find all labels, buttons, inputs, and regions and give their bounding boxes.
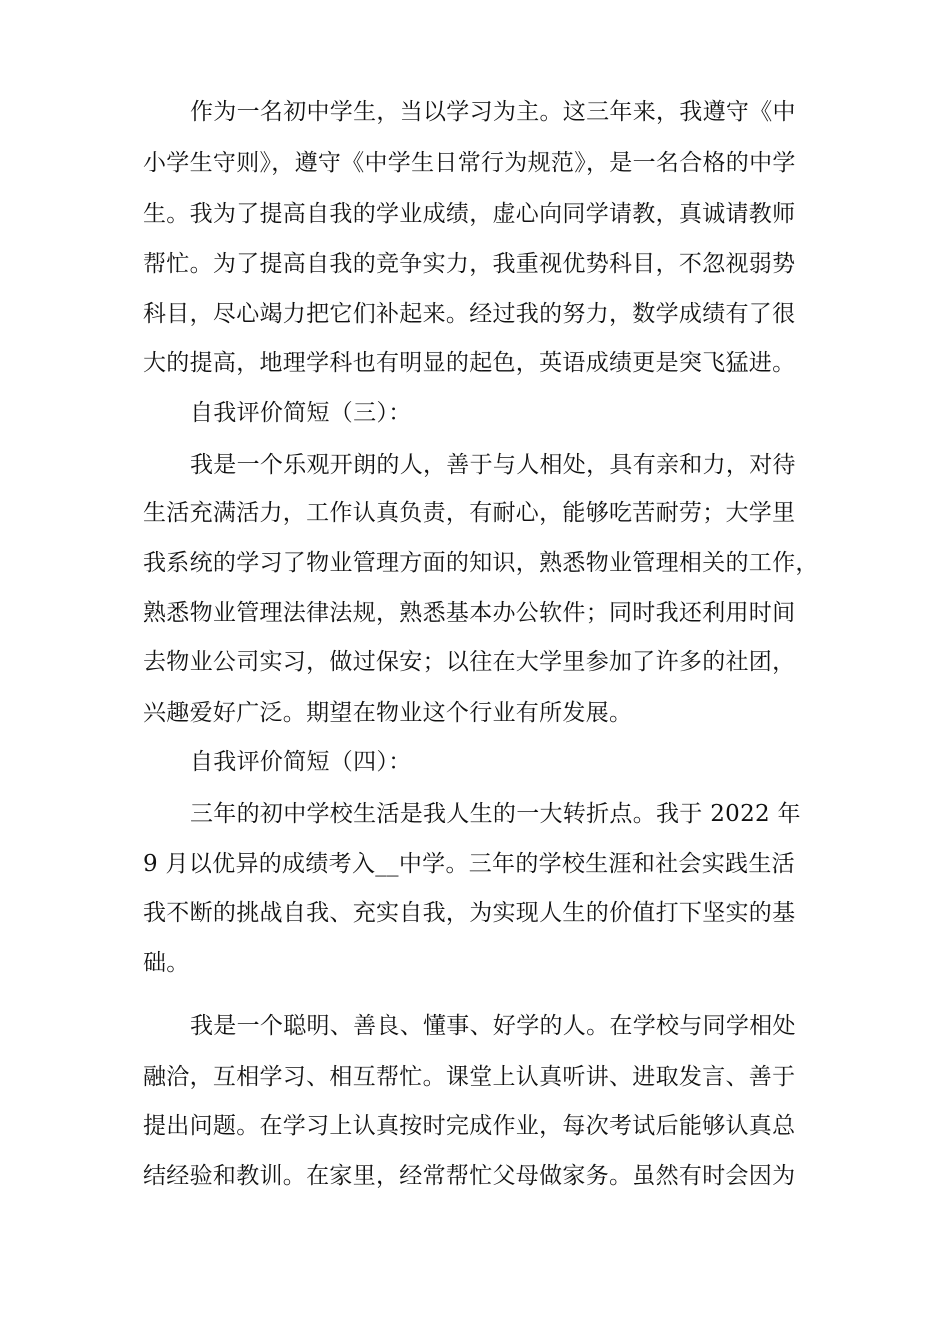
text-line: 熟悉物业管理法律法规，熟悉基本办公软件；同时我还利用时间: [143, 600, 796, 626]
text-line: 帮忙。为了提高自我的竞争实力，我重视优势科目，不忽视弱势: [143, 251, 796, 277]
text-line: 融洽，互相学习、相互帮忙。课堂上认真听讲、进取发言、善于: [143, 1064, 796, 1090]
text-line: 科目，尽心竭力把它们补起来。经过我的努力，数学成绩有了很: [143, 301, 796, 327]
text-line: 兴趣爱好广泛。期望在物业这个行业有所发展。: [143, 700, 633, 726]
text-line: 三年的初中学校生活是我人生的一大转折点。我于 2022 年: [190, 801, 801, 827]
text-line: 生活充满活力，工作认真负责，有耐心，能够吃苦耐劳；大学里: [143, 500, 796, 526]
text-line: 我是一个乐观开朗的人，善于与人相处，具有亲和力，对待: [190, 452, 796, 478]
text-line: 大的提高，地理学科也有明显的起色，英语成绩更是突飞猛进。: [143, 350, 796, 376]
text-line: 作为一名初中学生，当以学习为主。这三年来，我遵守《中: [190, 99, 796, 125]
text-line: 我是一个聪明、善良、懂事、好学的人。在学校与同学相处: [190, 1013, 796, 1039]
text-line: 础。: [143, 950, 190, 976]
text-line: 提出问题。在学习上认真按时完成作业，每次考试后能够认真总: [143, 1113, 796, 1139]
text-line: 生。我为了提高自我的学业成绩，虚心向同学请教，真诚请教师: [143, 201, 796, 227]
text-line: 小学生守则》，遵守《中学生日常行为规范》，是一名合格的中学: [143, 150, 796, 176]
text-line: 我系统的学习了物业管理方面的知识，熟悉物业管理相关的工作，: [143, 550, 819, 576]
section-heading: 自我评价简短（四）：: [190, 749, 412, 775]
text-line: 9 月以优异的成绩考入__中学。三年的学校生涯和社会实践生活: [143, 851, 795, 877]
text-line: 结经验和教训。在家里，经常帮忙父母做家务。虽然有时会因为: [143, 1163, 796, 1189]
text-line: 去物业公司实习，做过保安；以往在大学里参加了许多的社团，: [143, 649, 796, 675]
section-heading: 自我评价简短（三）：: [190, 400, 412, 426]
text-line: 我不断的挑战自我、充实自我，为实现人生的价值打下坚实的基: [143, 900, 796, 926]
